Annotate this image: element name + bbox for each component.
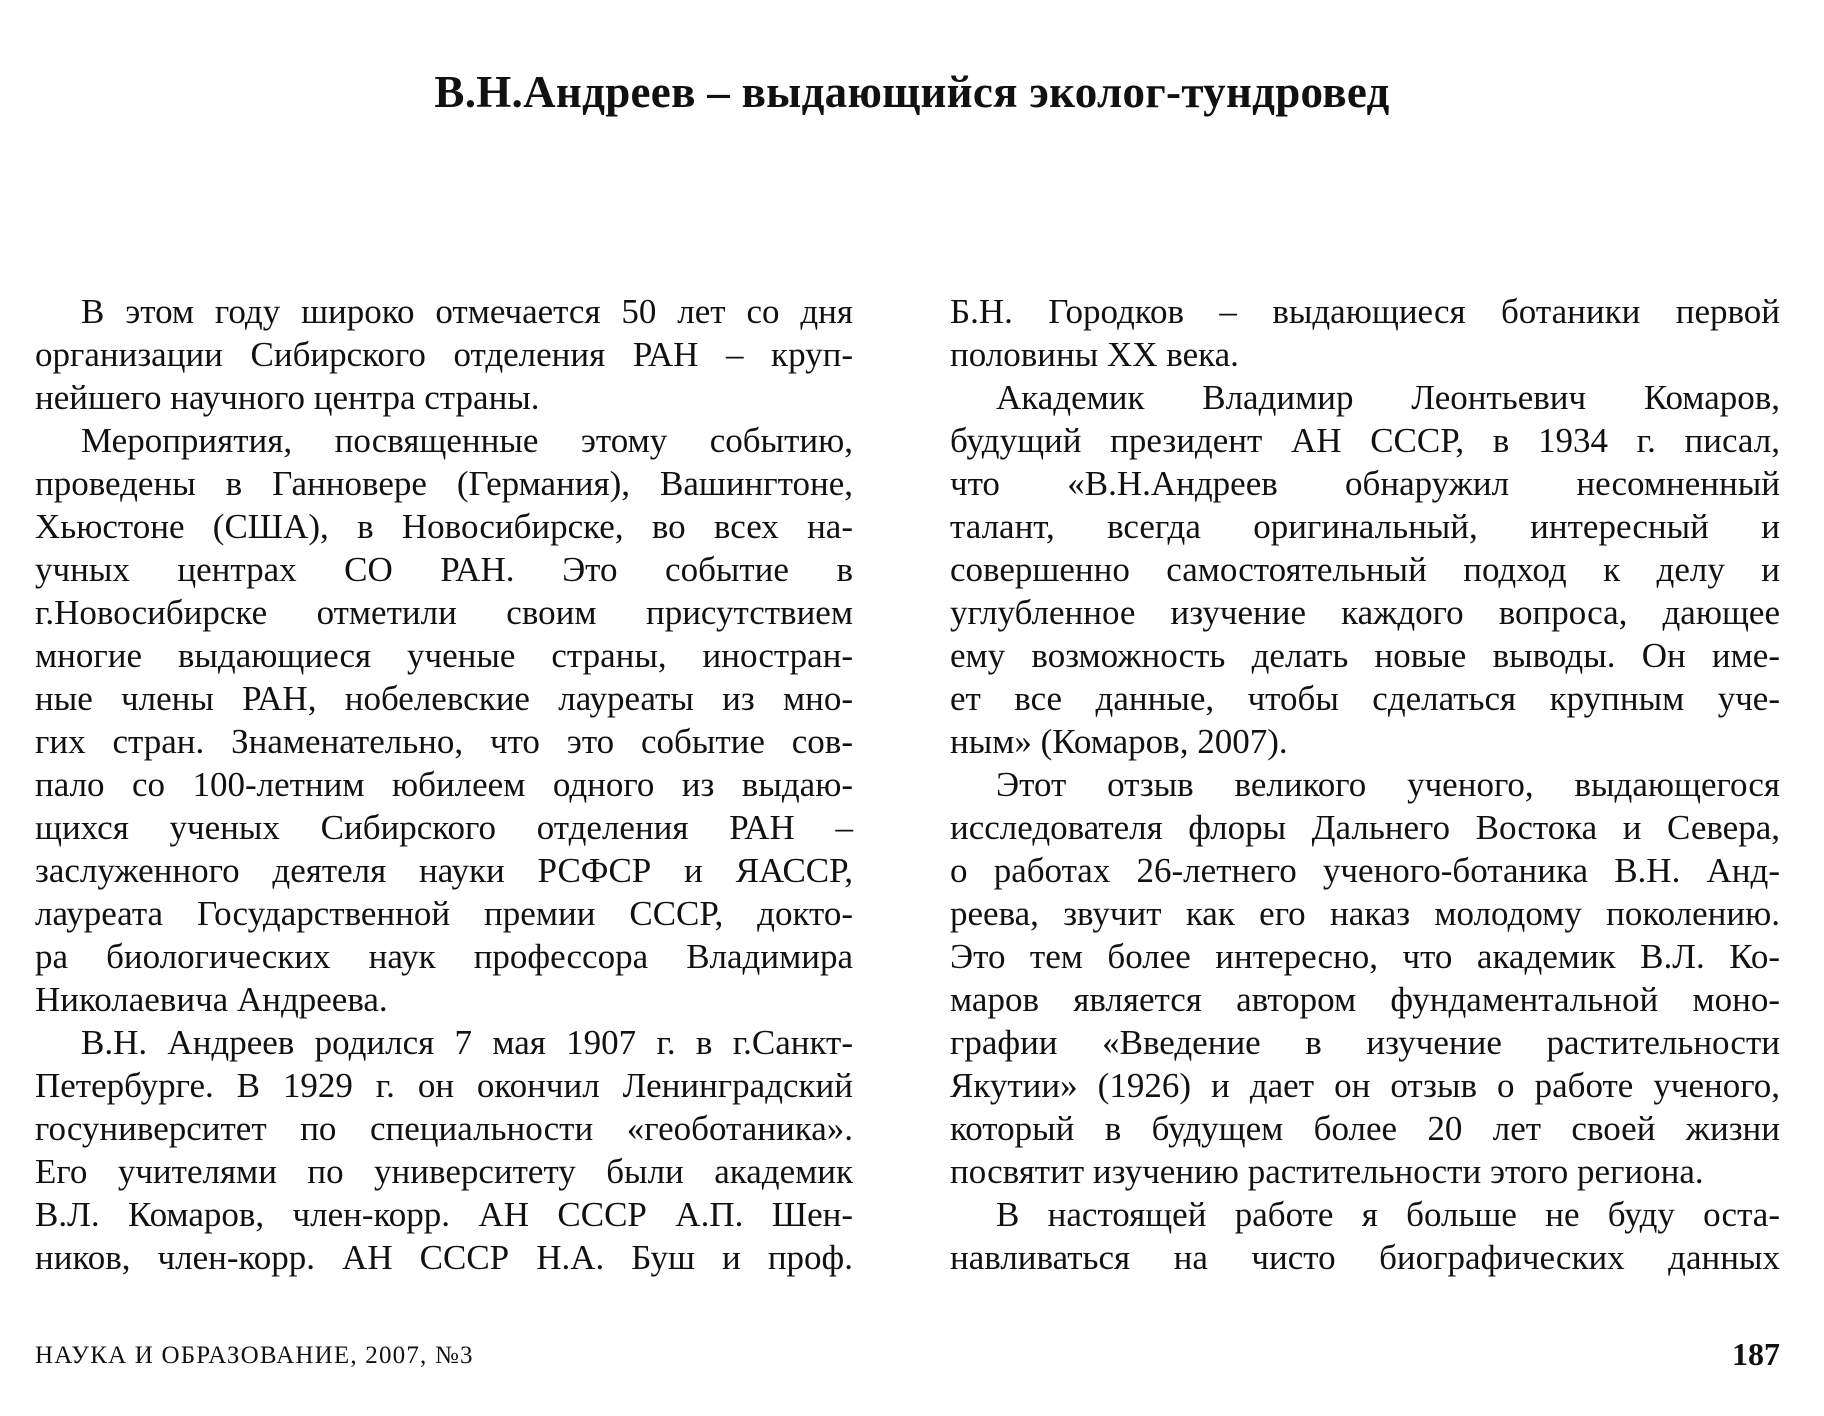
text-line: проведены в Ганновере (Германия), Вашингтоне, xyxy=(35,464,853,503)
text-line: учных центрах СО РАН. Это событие в xyxy=(35,550,853,589)
text-line: В настоящей работе я больше не буду оста- xyxy=(996,1195,1780,1234)
text-line: ра биологических наук профессора Владимира xyxy=(35,937,853,976)
text-line: совершенно самостоятельный подход к делу и xyxy=(950,550,1780,589)
text-line: маров является автором фундаментальной моно- xyxy=(950,980,1780,1019)
text-line: Б.Н. Городков – выдающиеся ботаники первой xyxy=(950,292,1780,331)
left-column xyxy=(35,290,853,1279)
text-line: Петербурге. В 1929 г. он окончил Ленинградский xyxy=(35,1066,853,1105)
text-line: исследователя флоры Дальнего Востока и Севера, xyxy=(950,808,1780,847)
text-line: В.Н. Андреев родился 7 мая 1907 г. в г.Санкт- xyxy=(81,1023,853,1062)
text-line: Академик Владимир Леонтьевич Комаров, xyxy=(996,378,1780,417)
text-line: пало со 100-летним юбилеем одного из выдаю- xyxy=(35,765,853,804)
article-title: В.Н.Андреев – выдающийся эколог-тундровед xyxy=(434,67,1390,117)
text-line: госуниверситет по специальности «геоботаника». xyxy=(35,1109,853,1148)
text-line: реева, звучит как его наказ молодому поколению. xyxy=(950,894,1780,933)
text-line: В.Л. Комаров, член-корр. АН СССР А.П. Шен- xyxy=(35,1195,853,1234)
text-line: гих стран. Знаменательно, что это событие сов- xyxy=(35,722,853,761)
text-line: что «В.Н.Андреев обнаружил несомненный xyxy=(950,464,1780,503)
text-line: Хьюстоне (США), в Новосибирске, во всех на- xyxy=(35,507,853,546)
text-line: нейшего научного центра страны. xyxy=(35,378,540,417)
text-line: Его учителями по университету были академик xyxy=(35,1152,853,1191)
text-line: о работах 26-летнего ученого-ботаника В.Н. Анд- xyxy=(950,851,1780,890)
text-line: Это тем более интересно, что академик В.Л. Ко- xyxy=(950,937,1780,976)
text-line: организации Сибирского отделения РАН – круп- xyxy=(35,335,853,374)
text-line: ным» (Комаров, 2007). xyxy=(950,722,1288,761)
text-line: посвятит изучению растительности этого региона. xyxy=(950,1152,1704,1191)
text-line: Этот отзыв великого ученого, выдающегося xyxy=(996,765,1780,804)
text-line: который в будущем более 20 лет своей жизни xyxy=(950,1109,1780,1148)
text-line: Николаевича Андреева. xyxy=(35,980,388,1019)
text-line: ников, член-корр. АН СССР Н.А. Буш и проф. xyxy=(35,1238,853,1277)
text-line: г.Новосибирске отметили своим присутствием xyxy=(35,593,853,632)
text-line: Мероприятия, посвященные этому событию, xyxy=(81,421,853,460)
text-line: ные члены РАН, нобелевские лауреаты из мно- xyxy=(35,679,853,718)
text-line: ему возможность делать новые выводы. Он име- xyxy=(950,636,1780,675)
text-line: В этом году широко отмечается 50 лет со дня xyxy=(81,292,853,331)
text-line: многие выдающиеся ученые страны, иностран- xyxy=(35,636,853,675)
text-line: графии «Введение в изучение растительности xyxy=(950,1023,1780,1062)
text-line: талант, всегда оригинальный, интересный и xyxy=(950,507,1780,546)
text-line: Якутии» (1926) и дает он отзыв о работе ученого, xyxy=(950,1066,1780,1105)
text-line: ет все данные, чтобы сделаться крупным уче- xyxy=(950,679,1780,718)
right-column xyxy=(950,290,1780,1279)
text-line: половины XX века. xyxy=(950,335,1239,374)
text-line: углубленное изучение каждого вопроса, дающее xyxy=(950,593,1780,632)
text-line: заслуженного деятеля науки РСФСР и ЯАССР, xyxy=(35,851,853,890)
journal-footer: НАУКА И ОБРАЗОВАНИЕ, 2007, №3 xyxy=(35,1342,474,1369)
text-line: лауреата Государственной премии СССР, докто- xyxy=(35,894,853,933)
page-number: 187 xyxy=(1732,1336,1780,1372)
text-line: щихся ученых Сибирского отделения РАН – xyxy=(35,808,853,847)
text-line: будущий президент АН СССР, в 1934 г. писал, xyxy=(950,421,1780,460)
text-line: навливаться на чисто биографических данных xyxy=(950,1238,1780,1277)
